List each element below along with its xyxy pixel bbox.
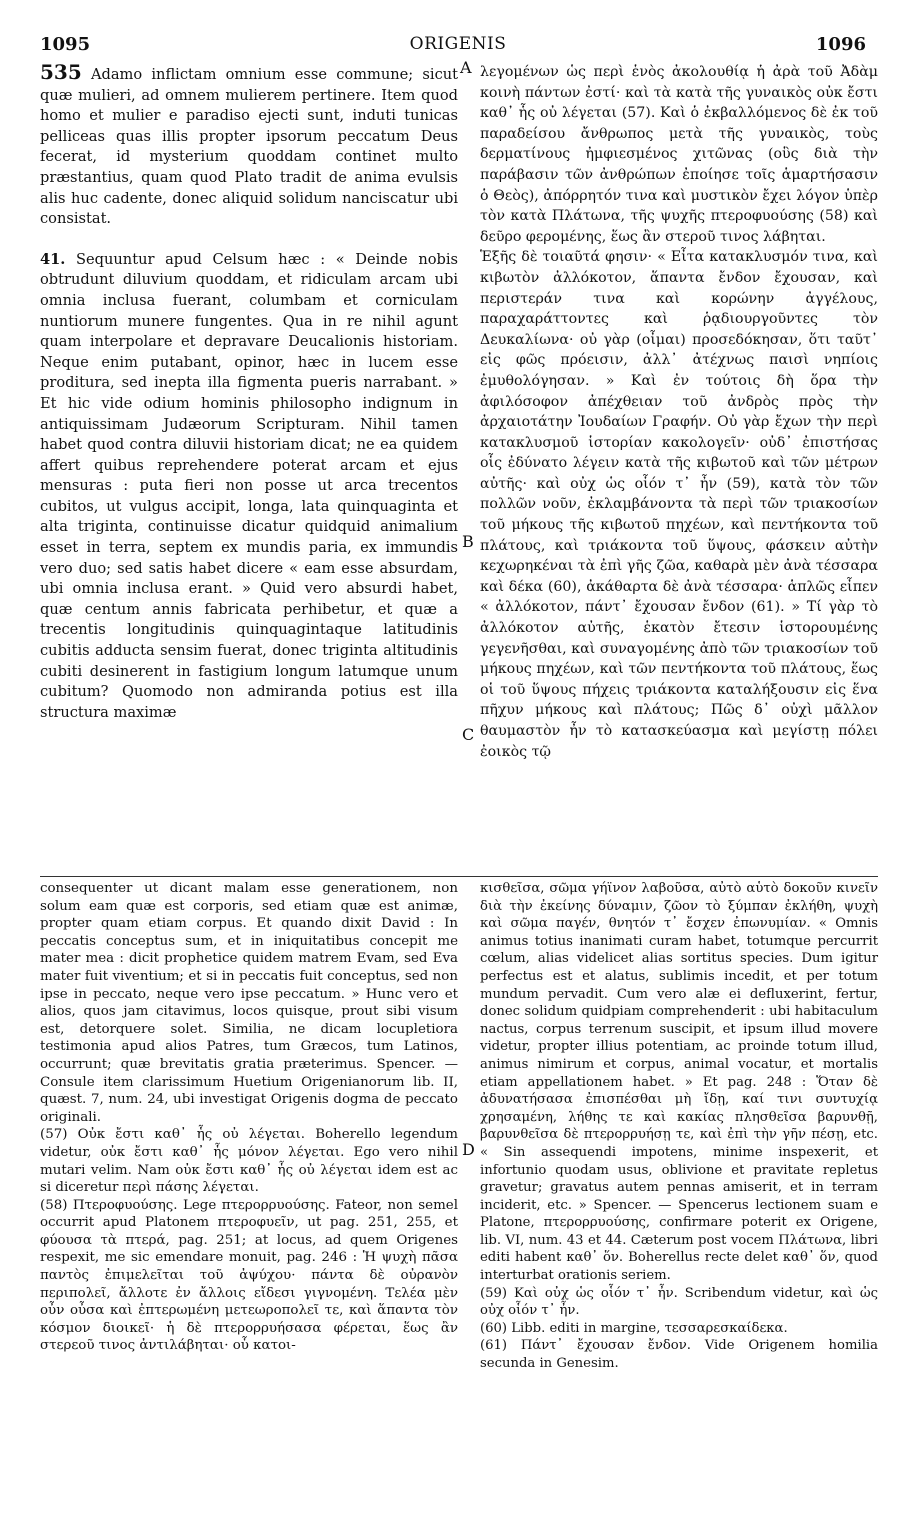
latin-text-2: Sequuntur apud Celsum hæc : « Deinde nobis obtrudunt diluvium quoddam, et ridiculam arcam ubi omnia inclusa fuerant, columbam et corniculam nuntiorum munere fungentes. Qua in re nihil agunt quam interpolare et depravare Deucalionis historiam. Neque enim putabant, opinor, hæc in lucem esse proditura, sed inepta illa figmenta pueris narrabant. » Et hic vide odium hominis philosopho indignum in antiquissimam Judæorum Scripturam. Nihil tamen habet quod contra diluvii historiam dicat; ne ea quidem affert quibus reprehendere poterat arcam et ejus mensuras : puta fieri non posse ut arca trecentos cubitos, ut vulgus accipit, longa, lata quinquaginta et alta triginta, continuisse dicatur quidquid animalium esset in terra, septem ex mundis paria, ex immundis vero duo; sed satis habet dicere « eam esse absurdam, ubi omnia inclusa erant. » Quid vero absurdi habet, quæ centum annis fabricata perhibetur, et quæ a trecentis longitudinis quinquagintaque latitudinis cubitis adducta sensim fuerat, donec triginta altitudinis cubiti desinerent in fastigium longum latumque unum cubitum? Quomodo non admiranda potius est illa structura maximæ xyxy=(40,250,459,721)
page-number-right: 1096 xyxy=(815,34,866,55)
margin-letter-a: A xyxy=(460,58,472,77)
note-58: (58) Πτεροφυούσης. Lege πτερορρυούσης. Fateor, non semel occurrit apud Platonem πτεροφυεῖν, ut pag. 251, 255, et φύουσα τὰ πτερά, pag. 251; at locus, ad quem Origenes respexit, me sic emendare monuit, pag. 246 : Ἡ ψυχὴ πᾶσα παντὸς ἐπιμελεῖται τοῦ ἀψύχου· πάντα δὲ οὐρανὸν περιπολεῖ, ἄλλοτε ἐν ἄλλοις εἴδεσι γιγνομένη. Τελέα μὲν οὖν οὖσα καὶ ἐπτερωμένη μετεωροπολεῖ τε, καὶ ἅπαντα τὸν κόσμον διοικεῖ· ἡ δὲ πτερορρυήσασα φέρεται, ἕως ἂν στερεοῦ τινος ἀντιλάβηται· οὗ κατοι- xyxy=(40,1197,458,1354)
note-61: (61) Πάντ᾽ ἔχουσαν ἔνδον. Vide Origenem homilia secunda in Genesim. xyxy=(480,1338,878,1372)
margin-letter-d: D xyxy=(462,1140,475,1159)
greek-paragraph-1: λεγομένων ὡς περὶ ἑνὸς ἀκολουθίᾳ ἡ ἀρὰ τοῦ Ἀδὰμ κοινὴ πάντων ἐστί· καὶ τὰ κατὰ τῆς γυναικὸς οὐκ ἔστι καθ᾽ ἧς οὐ λέγεται (57). Καὶ ὁ ἐκβαλλόμενος δὲ ἐκ τοῦ παραδείσου ἄνθρωπος μετὰ τῆς γυναικὸς, τοὺς δερματίνους ἠμφιεσμένος χιτῶνας (οὓς διὰ τὴν παράβασιν τῶν ἀνθρώπων ἐποίησε τοῖς ἁμαρτήσασιν ὁ Θεὸς), ἀπόρρητόν τινα καὶ μυστικὸν ἔχει λόγον ὑπὲρ τὸν κατὰ Πλάτωνα, τῆς ψυχῆς πτεροφυούσης (58) καὶ δεῦρο φερομένης, ἕως ἂν στεροῦ τινος λάβηται. xyxy=(480,64,878,245)
page-number-left: 1095 xyxy=(40,34,91,55)
note-57: (57) Οὐκ ἔστι καθ᾽ ἧς οὐ λέγεται. Boherello legendum videtur, οὐκ ἔστι καθ᾽ ἧς μόνον λέγεται. Ego vero nihil mutari velim. Nam οὐκ ἔστι καθ᾽ ἧς οὐ λέγεται idem est ac si diceretur περὶ πάσης λέγεται. xyxy=(40,1127,458,1196)
note-59: (59) Καὶ οὐχ ὡς οἷόν τ᾽ ἦν. Scribendum videtur, καὶ ὡς οὐχ οἷόν τ᾽ ἦν. xyxy=(480,1285,878,1319)
chapter-number: 41. xyxy=(40,250,66,268)
latin-text-1: Adamo inflictam omnium esse commune; sicut quæ mulieri, ad omnem mulierem pertinere. Item quod homo et mulier e paradiso ejecti sunt, induti tunicas pelliceas quas illis propter ipsorum peccatum Deus fecerat, id mysterium quoddam continet multo præstantius, quam quod Plato tradit de anima evulsis alis huc cadente, donec aliquid solidum nanciscatur ubi consistat. xyxy=(40,66,459,228)
greek-paragraph-2: Ἑξῆς δὲ τοιαῦτά φησιν· « Εἶτα κατακλυσμόν τινα, καὶ κιβωτὸν ἀλλόκοτον, ἅπαντα ἔνδον ἔχουσαν, καὶ περιστεράν τινα καὶ κορώνην ἀγγέλους, παραχαράττοντες καὶ ῥᾳδιουργοῦντες τὸν Δευκαλίωνα· οὐ γὰρ (οἶμαι) προσεδόκησαν, ὅτι ταῦτ᾽ εἰς φῶς πρόεισιν, ἀλλ᾽ ἀτέχνως παισὶ νηπίοις ἐμυθολόγησαν. » Καὶ ἐν τούτοις δὴ ὅρα τὴν ἀφιλόσοφον ἀπέχθειαν τοῦ ἀνδρὸς πρὸς τὴν ἀρχαιοτάτην Ἰουδαίων Γραφήν. Οὐ γὰρ ἔχων τὴν περὶ κατακλυσμοῦ ἱστορίαν κακολογεῖν· οὐδ᾽ ἐπιστήσας οἷς ἐδύνατο λέγειν κατὰ τῆς κιβωτοῦ καὶ τῶν μέτρων αὐτῆς· καὶ οὐχ ὡς οἷόν τ᾽ ἦν (59), κατὰ τὸν τῶν πολλῶν νοῦν, ἐκλαμβάνοντα τὰ περὶ τῶν τριακοσίων τοῦ μήκους τῆς κιβωτοῦ πηχέων, καὶ πεντήκοντα τοῦ πλάτους, καὶ τριάκοντα τοῦ ὕψους, φάσκειν αὐτὴν κεχωρηκέναι τὰ ἐπὶ γῆς ζῶα, καθαρὰ μὲν ἀνὰ τέσσαρα καὶ δέκα (60), ἀκάθαρτα δὲ ἀνὰ τέσσαρα· ἁπλῶς εἶπεν « ἀλλόκοτον, πάντ᾽ ἔχουσαν ἔνδον (61). » Τί γὰρ τὸ ἀλλόκοτον αὐτῆς, ἑκατὸν ἔτεσιν ἱστορουμένης γεγενῆσθαι, καὶ συναγομένης ἀπὸ τῶν τριακοσίων τοῦ μήκους πηχέων, καὶ τῶν πεντήκοντα τοῦ πλάτους, ἕως οἱ τοῦ ὕψους πήχεις τριάκοντα καταλήξουσιν εἰς ἕνα πῆχυν μήκους καὶ πλάτους; Πῶς δ᾽ οὐχὶ μᾶλλον θαυμαστὸν ἦν τὸ κατασκεύασμα καὶ μεγίστῃ πόλει ἐοικὸς τῷ xyxy=(480,249,878,760)
margin-letter-b: B xyxy=(462,532,474,551)
margin-letter-c: C xyxy=(462,725,475,744)
note-continuation: consequenter ut dicant malam esse generationem, non solum eam quæ est corporis, sed etiam quæ est animæ, propter quam etiam corpus. Et quando dixit David : In peccatis conceptus sum, et in iniquitatibus concepit me mater mea : dicit prophetice quidem matrem Evam, sed Eva mater fuit viventium; et si in peccatis fuit conceptus, sed non ipse in peccato, neque vero ipse peccatum. » Hunc vero et alios, quos jam citavimus, locos quisque, prout sibi visum est, detorquere solet. Similia, ne dicam locupletiora testimonia apud alios Patres, tum Græcos, tum Latinos, occurrunt; quæ brevitatis gratia præterimus. Spencer. — Consule item clarissimum Huetium Origenianorum lib. II, quæst. 7, num. 24, ubi investigat Origenis dogma de peccato originali. xyxy=(40,881,458,1125)
section-number: 535 xyxy=(40,60,82,84)
running-title: ORIGENIS xyxy=(409,34,507,54)
latin-paragraph-1 xyxy=(40,62,458,230)
notes-left-column xyxy=(40,880,458,1355)
latin-column xyxy=(40,62,458,723)
note-60: (60) Libb. editi in margine, τεσσαρεσκαίδεκα. xyxy=(480,1320,788,1336)
greek-column xyxy=(480,62,878,762)
note-58-continuation: κισθεῖσα, σῶμα γήϊνον λαβοῦσα, αὐτὸ αὑτὸ δοκοῦν κινεῖν διὰ τὴν ἐκείνης δύναμιν, ζῶον τὸ ξύμπαν ἐκλήθη, ψυχὴ καὶ σῶμα παγέν, θνητόν τ᾽ ἔσχεν ἐπωνυμίαν. « Omnis animus totius inanimati curam habet, totumque percurrit cœlum, alias videlicet alias sortitus species. Dum igitur perfectus est et alatus, sublimis incedit, et per totum mundum pervadit. Cum vero alæ ei defluxerint, fertur, donec solidum quidpiam comprehenderit : ubi habitaculum nactus, corpus terrenum suscipit, et ipsum illud movere videtur, propter illius potentiam, ac proinde totum illud, animus nimirum et corpus, animal vocatur, et mortalis etiam appellationem habet. » Et pag. 248 : Ὅταν δὲ ἀδυνατήσασα ἐπισπέσθαι μὴ ἴδῃ, καί τινι συντυχίᾳ χρησαμένη, λήθης τε καὶ κακίας πλησθεῖσα βαρυνθῇ, βαρυνθεῖσα δὲ πτερορρυήσῃ τε, καὶ ἐπὶ τὴν γῆν πέσῃ, etc. « Sin assequendi impotens, minime inspexerit, et infortunio quodam usus, oblivione et pravitate repletus gravetur; gravatus autem pennas amiserit, et in terram inciderit, etc. » Spencer. — Spencerus lectionem suam e Platone, πτερορρυούσης, confirmare poterit ex Origene, lib. VI, num. 43 et 44. Cæterum post vocem Πλάτωνα, libri editi habent καθ᾽ ὅν. Boherellus recte delet καθ᾽ ὅν, quod interturbat orationis seriem. xyxy=(480,881,878,1284)
latin-paragraph-2 xyxy=(40,250,458,724)
notes-divider xyxy=(40,876,878,877)
notes-right-column xyxy=(480,880,878,1373)
